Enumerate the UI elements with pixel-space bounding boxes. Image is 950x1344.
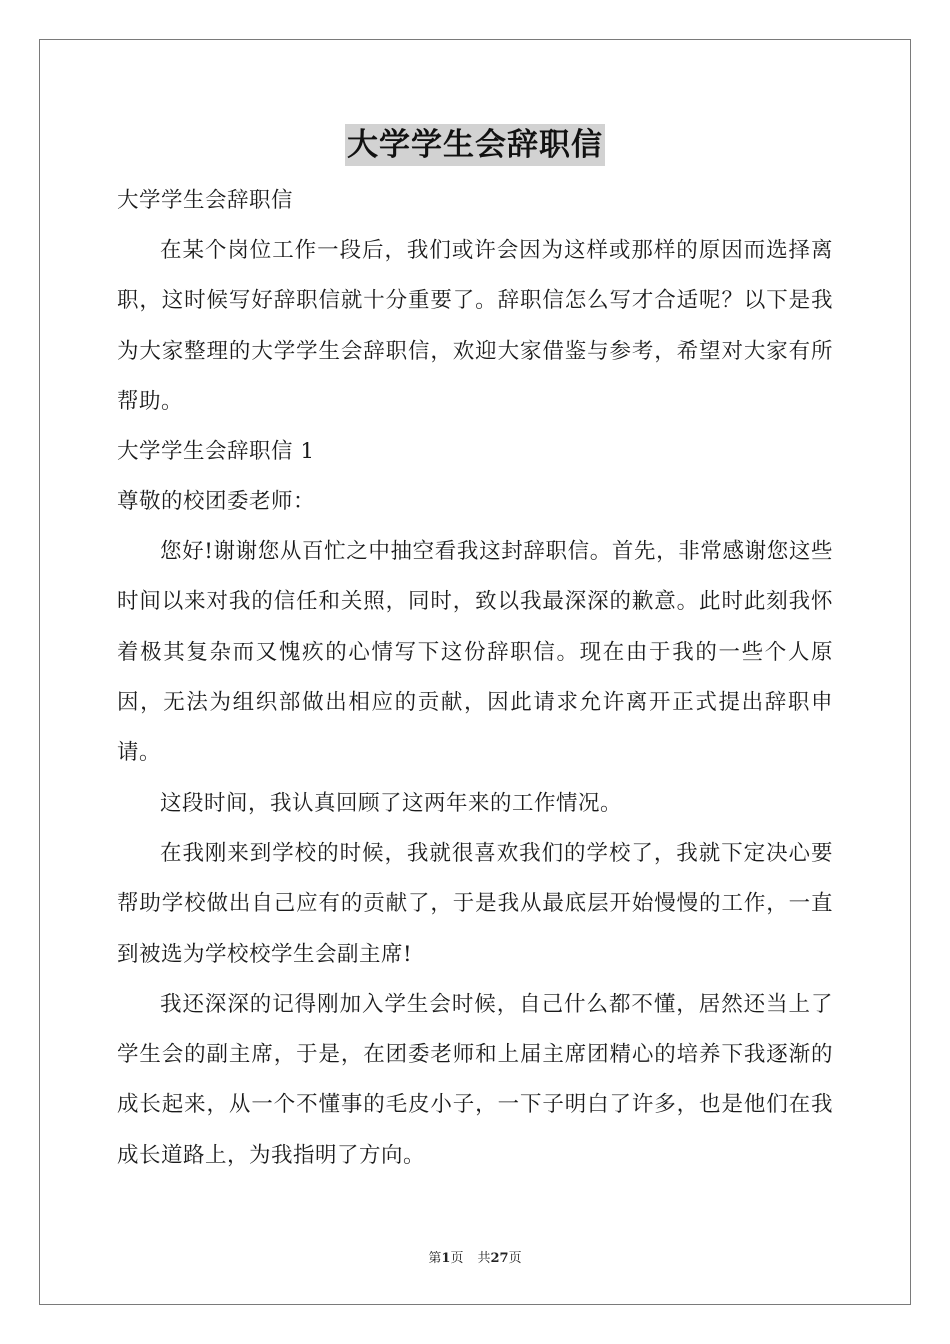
title-container: [0, 124, 950, 166]
intro-paragraph: 在某个岗位工作一段后，我们或许会因为这样或那样的原因而选择离职，这时候写好辞职信就十分重要了。辞职信怎么写才合适呢？以下是我为大家整理的大学学生会辞职信，欢迎大家借鉴与参考，希望对大家有所帮助。: [117, 238, 833, 414]
body-paragraph: 在我刚来到学校的时候，我就很喜欢我们的学校了，我就下定决心要帮助学校做出自己应有的贡献了，于是我从最底层开始慢慢的工作，一直到被选为学校校学生会副主席!: [117, 840, 833, 967]
page-footer: [0, 1247, 950, 1266]
subtitle: 大学学生会辞职信: [117, 188, 294, 213]
body-paragraph: 这段时间，我认真回顾了这两年来的工作情况。: [160, 790, 623, 816]
body-paragraph: 您好!谢谢您从百忙之中抽空看我这封辞职信。首先，非常感谢您这些时间以来对我的信任和关照，同时，致以我最深深的歉意。此时此刻我怀着极其复杂而又愧疚的心情写下这份辞职信。现在由于我的一些个人原因，无法为组织部做出相应的贡献，因此请求允许离开正式提出辞职申请。: [117, 539, 833, 766]
document-title: 大学学生会辞职信: [345, 124, 605, 166]
page-current: 1: [441, 1251, 451, 1266]
salutation: 尊敬的校团委老师：: [117, 489, 316, 515]
document-body: [117, 176, 833, 1181]
page-total: 27: [490, 1251, 509, 1266]
section-heading: 大学学生会辞职信 1: [117, 439, 315, 465]
page-prefix: 第: [428, 1251, 442, 1266]
page-unit: 页: [450, 1251, 464, 1266]
total-unit: 页: [508, 1251, 522, 1266]
body-paragraph: 我还深深的记得刚加入学生会时候，自己什么都不懂，居然还当上了学生会的副主席，于是，在团委老师和上届主席团精心的培养下我逐渐的成长起来，从一个不懂事的毛皮小子，一下子明白了许多，也是他们在我成长道路上，为我指明了方向。: [117, 991, 833, 1168]
total-prefix: 共: [477, 1251, 491, 1266]
